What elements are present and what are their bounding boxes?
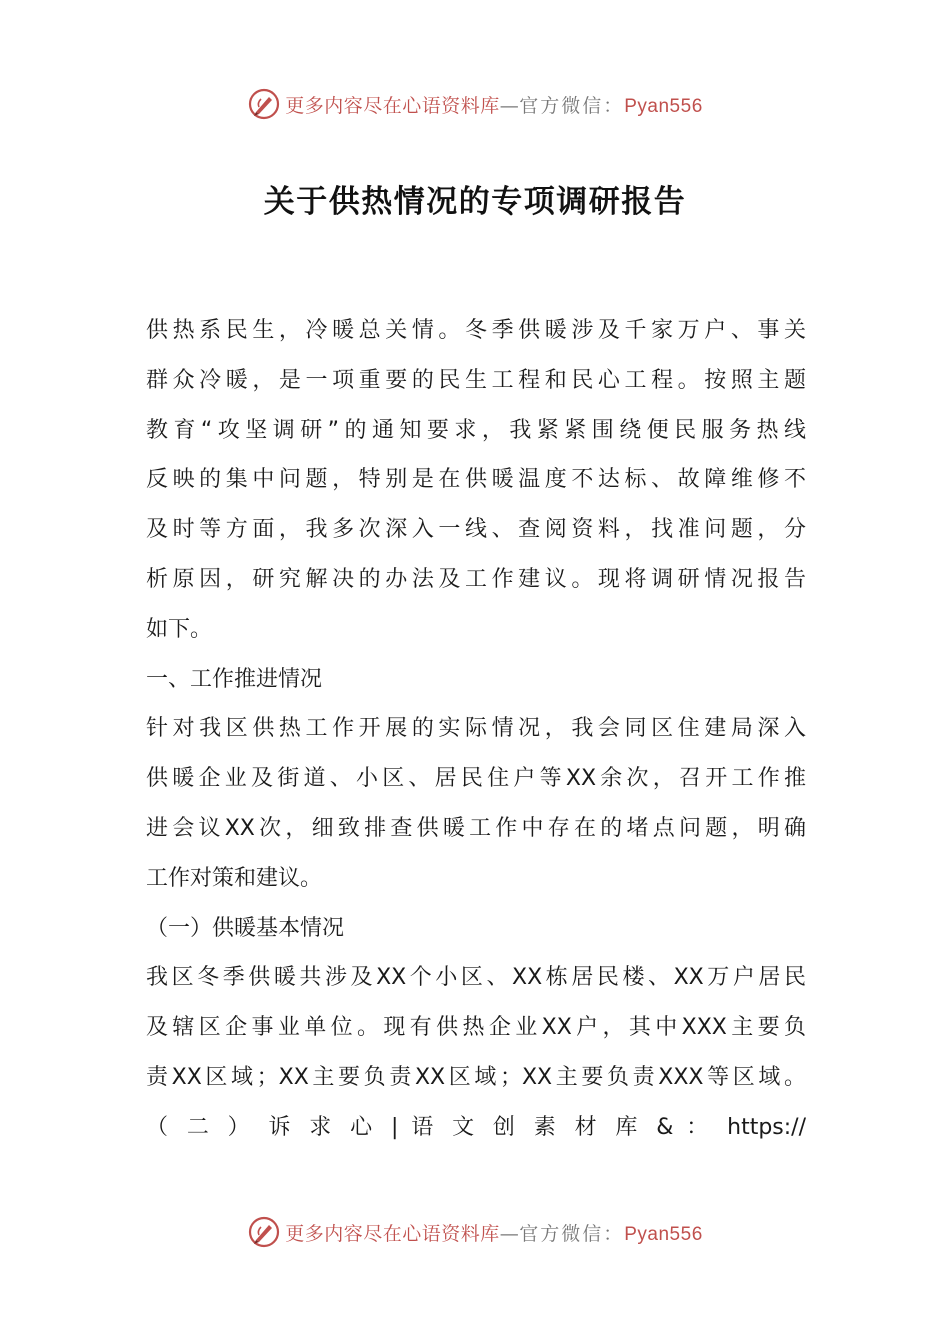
watermark-dash: — xyxy=(499,94,520,117)
body-line: 及时等方面，我多次深入一线、查阅资料，找准问题，分 xyxy=(146,517,806,543)
section-heading: 一、工作推进情况 xyxy=(146,666,323,692)
watermark-label: 官方微信： xyxy=(519,1222,625,1245)
body-line: 供暖企业及街道、小区、居民住户等XX余次，召开工作推 xyxy=(146,766,806,792)
pen-logo-icon xyxy=(247,1215,281,1249)
body-line: 教育“攻坚调研”的通知要求，我紧紧围绕便民服务热线 xyxy=(146,417,806,443)
watermark-label: 官方微信： xyxy=(519,94,625,117)
document-body xyxy=(146,306,806,1153)
watermark-text xyxy=(285,91,703,118)
footer-watermark-banner xyxy=(0,1212,950,1252)
body-line: 如下。 xyxy=(146,616,213,642)
body-line: 工作对策和建议。 xyxy=(146,865,323,891)
watermark-wechat-id: Pyan556 xyxy=(624,1223,703,1245)
body-line: 进会议XX次，细致排查供暖工作中存在的堵点问题，明确 xyxy=(146,815,806,841)
watermark-dash: — xyxy=(499,1222,520,1245)
subsection-heading: （一）供暖基本情况 xyxy=(146,915,345,941)
body-line: 群众冷暖，是一项重要的民生工程和民心工程。按照主题 xyxy=(146,367,806,393)
pen-logo-icon xyxy=(247,87,281,121)
body-line: 反映的集中问题，特别是在供暖温度不达标、故障维修不 xyxy=(146,467,806,493)
body-line: 我区冬季供暖共涉及XX个小区、XX栋居民楼、XX万户居民 xyxy=(146,965,806,991)
watermark-main: 更多内容尽在心语资料库 xyxy=(285,1222,500,1245)
body-line: 析原因，研究解决的办法及工作建议。现将调研情况报告 xyxy=(146,566,806,592)
watermark-main: 更多内容尽在心语资料库 xyxy=(285,94,500,117)
body-line: （ 二 ） 诉 求 心 | 语 文 创 素 材 库 & ： https:// xyxy=(146,1114,806,1140)
body-line: 责XX区域；XX主要负责XX区域；XX主要负责XXX等区域。 xyxy=(146,1064,806,1090)
document-title: 关于供热情况的专项调研报告 xyxy=(263,184,687,220)
body-line: 供热系民生，冷暖总关情。冬季供暖涉及千家万户、事关 xyxy=(146,318,806,343)
watermark-wechat-id: Pyan556 xyxy=(624,95,703,117)
body-line: 及辖区企事业单位。现有供热企业XX户，其中XXX主要负 xyxy=(146,1015,806,1041)
watermark-text xyxy=(285,1219,703,1246)
header-watermark-banner xyxy=(0,84,950,124)
body-line: 针对我区供热工作开展的实际情况，我会同区住建局深入 xyxy=(146,716,806,742)
